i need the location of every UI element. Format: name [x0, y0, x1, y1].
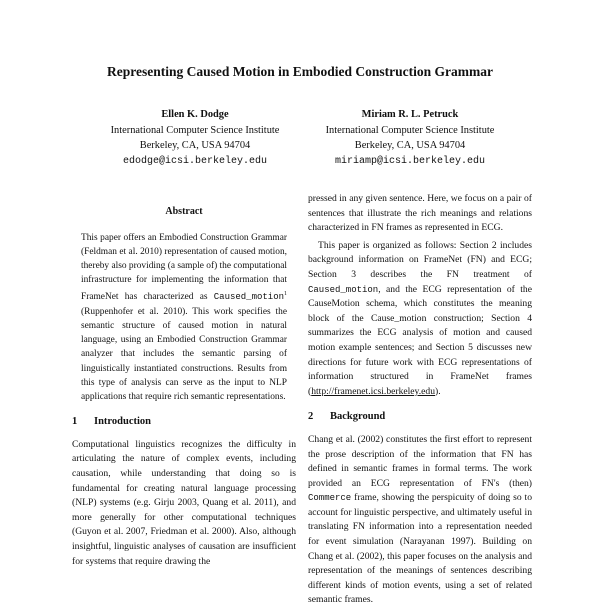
footnote-mark: 1 [284, 291, 287, 298]
section-title: Introduction [94, 416, 151, 428]
paper-title: Representing Caused Motion in Embodied Construction Grammar [106, 64, 493, 79]
section-number: 2 [308, 411, 314, 423]
right-column [308, 192, 532, 608]
section-number: 1 [72, 416, 78, 428]
author-affiliation: International Computer Science Institute [325, 124, 495, 136]
abstract-text: (Ruppenhofer et al. 2010). This work specifies the semantic structure of caused motion in natural language, using an Embodied Construction Grammar analyzer that includes the semantic parsing of linguistically instantiated constructions. Results from this type of analysis can serve as the input to NLP applications that require rich semantic representations. [81, 306, 287, 402]
author-email: miriamp@icsi.berkeley.edu [334, 155, 486, 167]
author-location: Berkeley, CA, USA 94704 [354, 140, 466, 151]
organization-paragraph [308, 239, 532, 400]
paragraph-text: Chang et al. (2002) constitutes the first effort to represent the prose description of the information that FN has defined in semantic frames in formal terms. The work provided an ECG representation of FN's (then) [308, 433, 532, 489]
frame-name: Caused_motion [213, 292, 284, 303]
left-column [72, 205, 296, 569]
section-heading-background [308, 410, 532, 425]
background-paragraph [308, 433, 532, 608]
author-location: Berkeley, CA, USA 94704 [139, 140, 251, 151]
paragraph-text: , and the ECG representation of the CauseMotion schema, which constitutes the meaning block of the Cause_motion construction; Section 4 summarizes the ECG analysis of motion and caused motion example sentences; and Section 5 discusses new directions for future work with ECG representations of information structured in FrameNet frames ( [308, 283, 532, 397]
author-block-2 [305, 107, 515, 169]
paragraph-text: This paper is organized as follows: Section 2 includes background information on FrameNet (FN) and ECG; Section 3 describes the FN treatment of [308, 239, 532, 280]
author-block-1 [90, 107, 300, 169]
abstract-heading: Abstract [165, 206, 203, 217]
frame-name: Caused_motion [308, 284, 379, 295]
framenet-link[interactable]: http://framenet.icsi.berkeley.edu [311, 385, 435, 397]
section-heading-introduction [72, 415, 296, 430]
abstract-text: This paper offers an Embodied Construction Grammar (Feldman et al. 2010) representation of caused motion, thereby also providing (a sample of) the computational infrastructure for implementing the information that FrameNet has characterized as [81, 232, 287, 303]
author-name: Miriam R. L. Petruck [361, 109, 459, 120]
intro-paragraph: Computational linguistics recognizes the difficulty in articulating the nature of complex events, including causation, while understanding that doing so is fundamental for creating natural language processing (NLP) systems (e.g. Girju 2003, Quang et al. 2011), and more generally for other computational techniques (Guyon et al. 2007, Friedman et al. 2000). Also, although insightful, linguistic analyses of causation are insufficient for systems that require drawing the [72, 438, 296, 567]
paragraph-text: frame, showing the perspicuity of doing so to account for linguistic perspective, and ultimately useful in translating FN information into a representation needed for event simulation (Narayanan 1997). Building on Chang et al. (2002), this paper focuses on the analysis and representation of the meanings of sentences describing different kinds of motion events, using a set of related semantic frames. [308, 492, 532, 606]
author-affiliation: International Computer Science Institute [110, 124, 280, 136]
abstract-body [81, 231, 287, 405]
frame-name: Commerce [308, 493, 352, 504]
section-title: Background [330, 411, 386, 423]
paragraph: pressed in any given sentence. Here, we focus on a pair of sentences that illustrate the rich meanings and relations characterized in FN frames as represented in ECG. [308, 193, 532, 234]
paragraph-text: ). [435, 385, 441, 397]
author-name: Ellen K. Dodge [161, 109, 229, 120]
author-email: edodge@icsi.berkeley.edu [122, 155, 268, 167]
